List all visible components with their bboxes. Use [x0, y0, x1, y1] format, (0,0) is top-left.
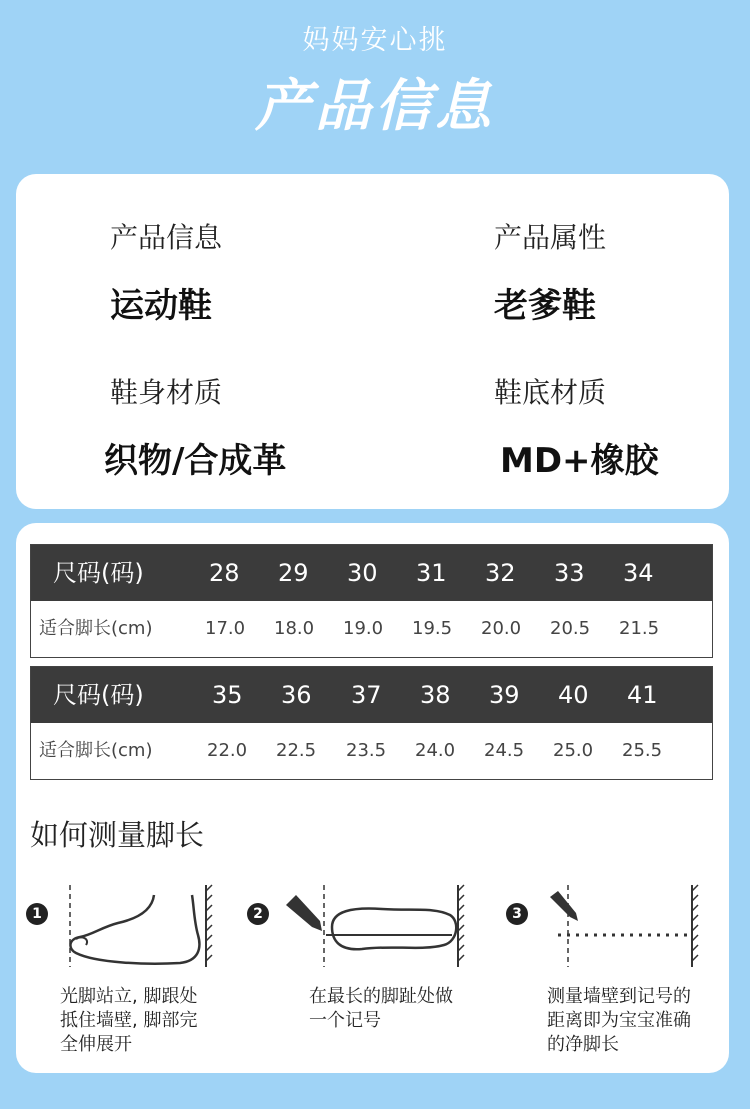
length-cell: 25.5 [622, 740, 663, 761]
step-text-line: 距离即为宝宝准确 [547, 1010, 691, 1031]
product-info-card [16, 174, 729, 509]
size-cell: 41 [627, 681, 658, 709]
attr-product-property [494, 216, 606, 327]
header-subtitle: 妈妈安心挑 [302, 25, 448, 56]
foot-length-row [31, 723, 712, 779]
attr-value: 老爹鞋 [494, 286, 596, 326]
step-number-1: 1 [26, 903, 48, 925]
step-text-line: 的净脚长 [547, 1034, 619, 1055]
length-cell: 19.5 [412, 618, 453, 639]
step-text-line: 测量墙壁到记号的 [547, 986, 691, 1007]
step-text-1 [60, 985, 197, 1057]
attr-sole-material [494, 371, 659, 482]
step-text-2 [309, 985, 453, 1033]
size-cell: 32 [485, 559, 516, 587]
size-cell: 38 [420, 681, 451, 709]
attr-label: 产品信息 [110, 221, 223, 254]
size-table-2 [30, 666, 713, 780]
size-cell: 29 [278, 559, 309, 587]
length-cell: 21.5 [619, 618, 660, 639]
foot-length-label: 适合脚长(cm) [39, 618, 153, 639]
size-header-label: 尺码(码) [53, 559, 144, 587]
length-cell: 17.0 [205, 618, 246, 639]
length-cell: 18.0 [274, 618, 315, 639]
step-text-line: 全伸展开 [60, 1034, 132, 1055]
length-cell: 24.5 [484, 740, 525, 761]
attr-value: MD+橡胶 [500, 441, 659, 481]
size-header-row [31, 545, 712, 601]
size-cell: 34 [623, 559, 654, 587]
attr-product-info [110, 216, 222, 327]
step-text-line: 在最长的脚趾处做 [309, 986, 453, 1007]
length-cell: 24.0 [415, 740, 456, 761]
size-header-row [31, 667, 712, 723]
step-text-line: 一个记号 [309, 1010, 381, 1031]
foot-length-row [31, 601, 712, 657]
attr-upper-material [104, 371, 287, 482]
size-header-label: 尺码(码) [53, 681, 144, 709]
page-title: 产品信息 [255, 74, 495, 139]
length-cell: 20.0 [481, 618, 522, 639]
howto-title: 如何测量脚长 [30, 818, 205, 852]
size-cell: 33 [554, 559, 585, 587]
length-cell: 22.0 [207, 740, 248, 761]
size-cell: 31 [416, 559, 447, 587]
size-cell: 39 [489, 681, 520, 709]
size-cell: 35 [212, 681, 243, 709]
size-cell: 37 [351, 681, 382, 709]
step-text-line: 抵住墙壁, 脚部完 [60, 1010, 198, 1031]
pen-marking-foot-icon [282, 883, 472, 973]
attr-label: 鞋身材质 [110, 376, 223, 409]
attr-label: 产品属性 [494, 221, 607, 254]
step-number-3: 3 [506, 903, 528, 925]
pen-measure-distance-icon [544, 883, 704, 973]
length-cell: 19.0 [343, 618, 384, 639]
size-cell: 28 [209, 559, 240, 587]
step-text-3 [547, 985, 691, 1057]
attr-label: 鞋底材质 [494, 376, 607, 409]
size-cell: 30 [347, 559, 378, 587]
length-cell: 23.5 [346, 740, 387, 761]
size-cell: 36 [281, 681, 312, 709]
foot-length-label: 适合脚长(cm) [39, 740, 153, 761]
step-number-2: 2 [247, 903, 269, 925]
step-text-line: 光脚站立, 脚跟处 [60, 986, 198, 1007]
size-cell: 40 [558, 681, 589, 709]
size-table-1 [30, 544, 713, 658]
size-guide-card [16, 523, 729, 1073]
attr-value: 运动鞋 [110, 286, 212, 326]
length-cell: 22.5 [276, 740, 317, 761]
length-cell: 25.0 [553, 740, 594, 761]
length-cell: 20.5 [550, 618, 591, 639]
attr-value: 织物/合成革 [104, 441, 287, 481]
foot-against-wall-icon [56, 883, 216, 973]
